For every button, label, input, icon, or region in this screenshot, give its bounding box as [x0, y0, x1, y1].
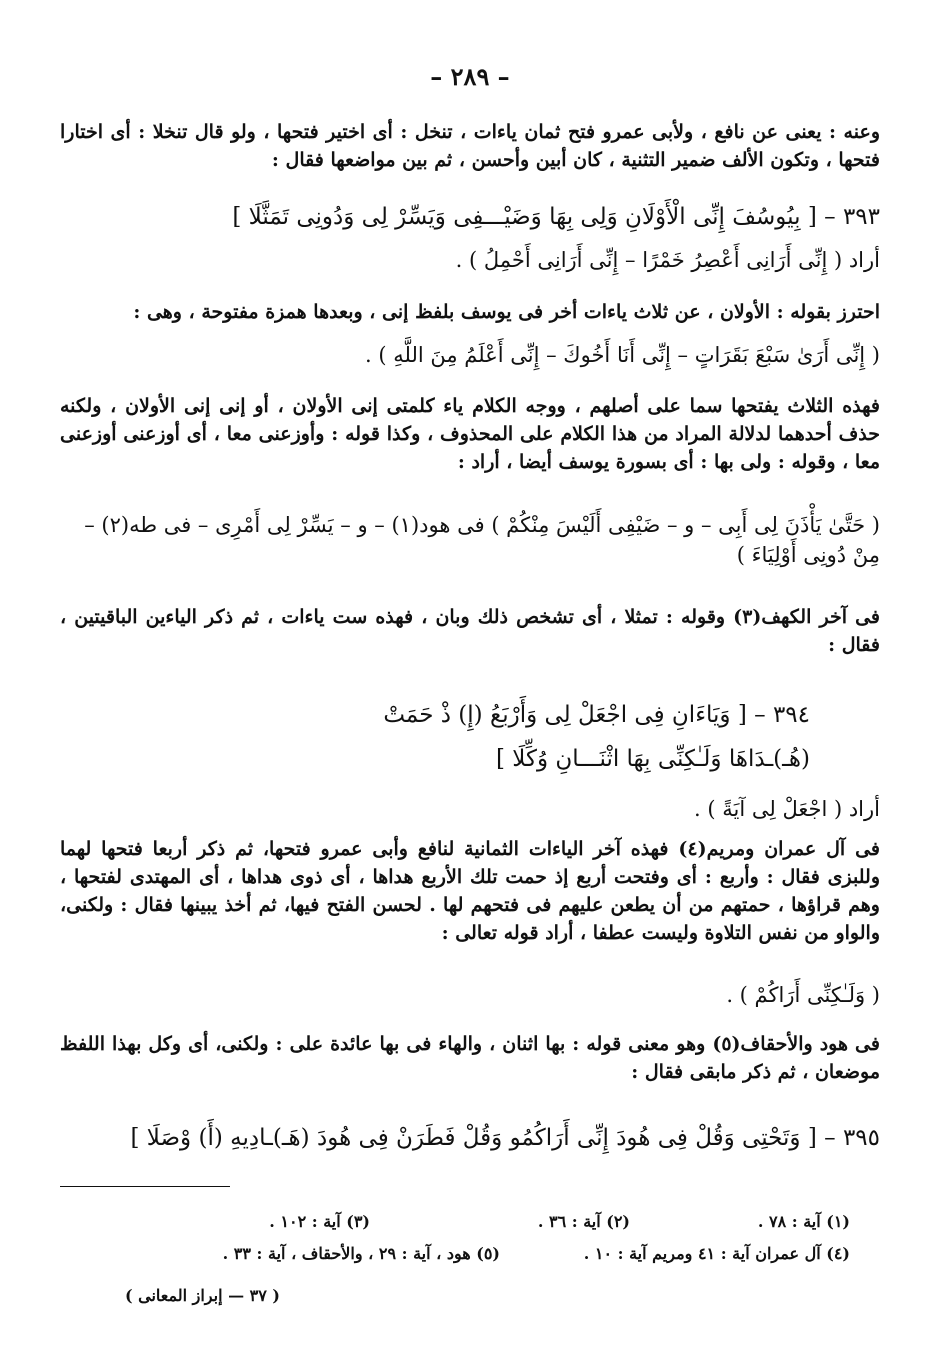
page-signature: ( ٣٧ — إبراز المعانى ): [124, 1286, 280, 1305]
footnote-1: (١) آية : ٧٨ .: [757, 1212, 850, 1231]
quran-quote-yusuf: ( إِنِّى أَرَىٰ سَبْعَ بَقَرَاتٍ – إِنِّى أَنَا أَخُوكَ – إِنِّى أَعْلَمُ مِنَ اللَّهِ ) .: [365, 343, 880, 367]
verse-394-line2: (هُـ)ـدَاهَا وَلَـٰكِنِّى بِهَا اثْنَـــانِ وُكِّلَا ]: [496, 746, 810, 772]
verse-395: ٣٩٥ – [ وَتَحْتِى وَقُلْ فِى هُودَ إِنِّى أَرَاكُمُو وَقُلْ فَطَرَنْ فِى هُودَ (هَـ)ـادِيهِ (أَ) وْصَلَا ]: [130, 1125, 880, 1151]
verse-393: ٣٩٣ – [ بِيُوسُفَ إِنِّى الْأَوْلَانِ وَلِى بِهَا وَضَيْـــفِى وَيَسِّرْ لِى وَدُونِى تَمَثَّلَا ]: [232, 204, 880, 230]
paragraph-kahf: فى آخر الكهف(٣) وقوله : تمثلا ، أى تشخص ذلك وبان ، فهذه ست ياءات ، ثم ذكر الياءين الباقيتين ، فقال :: [60, 606, 880, 656]
footnote-4: (٤) آل عمران آية : ٤١ ومريم آية : ١٠ .: [583, 1244, 850, 1263]
quran-quote-lakinni: ( وَلَـٰكِنِّى أَرَاكُمْ ) .: [726, 983, 880, 1007]
paragraph-al-imran: فى آل عمران ومريم(٤) فهذه آخر الياءات الثمانية لنافع وأبى عمرو فتحها، ثم ذكر أربعا فتحها لهما وللبزى فقال : وأربع : أى وفتحت أربع إذ حمت تلك الأربع هداها ، أى ذوى هداها ، أى المهتدى لفتحها ، وهم قراؤها ، حمتهم من أن يطعن عليهم فى فتحهم لها . لحسن الفتح فيها، ثم أخذ يبينها فقال : ولكنى، والواو من نفس التلاوة وليست عطفا ، أراد قوله تعالى :: [60, 838, 880, 944]
book-page: [60, 40, 880, 1340]
paragraph-intro: وعنه : يعنى عن نافع ، ولأبى عمرو فتح ثمان ياءات ، تنخل : أى اختير فتحها ، ولو قال تنخلا : أى اختارا فتحها ، وتكون الألف ضمير التثنية ، كان أبين وأحسن ، ثم بين مواضعها فقال :: [60, 121, 880, 171]
footnote-3: (٣) آية : ١٠٢ .: [269, 1212, 370, 1231]
footnote-5: (٥) هود ، آية : ٢٩ ، والأحقاف ، آية : ٣٣ .: [222, 1244, 500, 1263]
footnote-2: (٢) آية : ٣٦ .: [537, 1212, 630, 1231]
verse-393-explanation: أراد ( إِنِّى أَرَانِى أَعْصِرُ خَمْرًا – إِنِّى أَرَانِى أَحْمِلُ ) .: [455, 248, 880, 272]
paragraph-explanation: فهذه الثلاث يفتحها سما على أصلهم ، ووجه الكلام ياء كلمتى إنى الأولان ، أو إنى إنى الأولان ، ولكنه حذف أحدهما لدلالة المراد من هذا الكلام على المحذوف ، وكذا قوله : وأوزعنى معا ، أى أوزعنى أوزعنى معا ، وقوله : ولى بها : أى بسورة يوسف أيضا ، أراد :: [60, 395, 880, 473]
paragraph-hud: فى هود والأحقاف(٥) وهو معنى قوله : بها اثنان ، والهاء فى بها عائدة على : ولكنى، أى وكل بهذا اللفظ موضعان ، ثم ذكر مابقى فقال :: [60, 1033, 880, 1083]
paragraph-exclusion: احترز بقوله : الأولان ، عن ثلاث ياءات أخر فى يوسف بلفظ إنى ، وبعدها همزة مفتوحة ، وهى :: [133, 301, 880, 323]
verse-394-explanation: أراد ( اجْعَلْ لِى آيَةً ) .: [694, 797, 880, 821]
page-number: – ٢٨٩ –: [430, 62, 510, 91]
footnote-divider: [60, 1186, 230, 1187]
quran-quote-list: ( حَتَّىٰ يَأْذَنَ لِى أَبِى – و – ضَيْفِى أَلَيْسَ مِنْكُمْ ) فى هود(١) – و – يَسِّرْ لِى أَمْرِى – فى طه(٢) – مِنْ دُونِى أَوْلِيَاءَ ): [84, 513, 880, 567]
verse-394-line1: ٣٩٤ – [ وَيَاءَانِ فِى اجْعَلْ لِى وَأَرْبَعُ (إِ) ذْ حَمَتْ: [383, 702, 810, 728]
